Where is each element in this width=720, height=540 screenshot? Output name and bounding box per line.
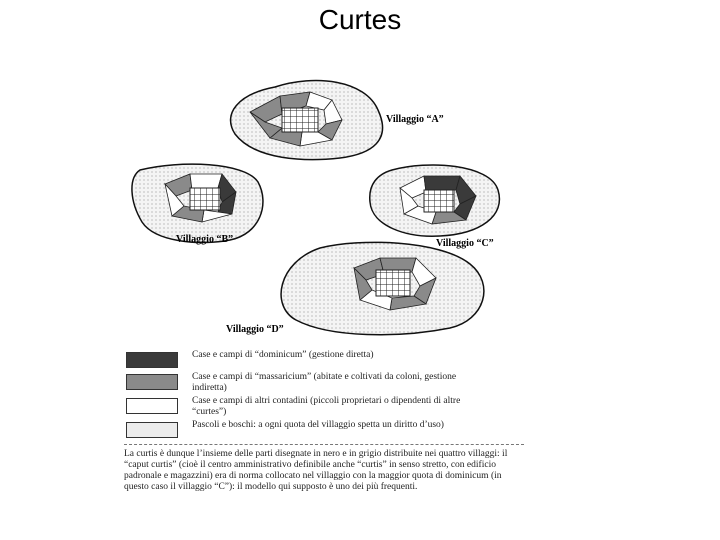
village-a-houses <box>282 108 318 132</box>
curtes-diagram <box>110 62 530 512</box>
slide-title: Curtes <box>318 4 402 35</box>
legend-text-dominicum: Case e campi di “dominicum” (gestione diretta) <box>192 350 374 360</box>
diagram-caption: La curtis è dunque l’insieme delle parti disegnate in nero e in grigio distribuite nei quattro villaggi: il “caput curtis” (cioè il centro amministrativo definibile anche “curtis” in senso stretto, con edificio padronale e magazzini) era di norma collocato nel villaggio con la maggior quota di dominicum (in questo caso il villaggio “C”): il modello qui supposto è uno dei più frequenti. <box>124 444 524 493</box>
village-a-label: Villaggio “A” <box>386 114 444 125</box>
village-d-label: Villaggio “D” <box>226 324 284 335</box>
legend-text-massaricium: Case e campi di “massaricium” (abitate e coltivati da coloni, gestione indiretta) <box>192 372 457 393</box>
legend-swatch-pasture <box>126 422 178 438</box>
village-c <box>370 165 500 236</box>
village-c-label: Villaggio “C” <box>436 238 494 249</box>
legend-text-pasture: Pascoli e boschi: a ogni quota del villaggio spetta un diritto d’uso) <box>192 420 444 430</box>
village-a <box>231 81 383 160</box>
legend-swatch-other-peasants <box>126 398 178 414</box>
village-b <box>132 164 263 242</box>
legend-text-other-peasants: Case e campi di altri contadini (piccoli proprietari o dipendenti di altre “curtes”) <box>192 396 461 417</box>
legend-swatch-massaricium <box>126 374 178 390</box>
village-d <box>281 242 484 334</box>
village-d-houses <box>376 270 410 296</box>
village-c-houses <box>424 190 454 212</box>
legend-swatch-dominicum <box>126 352 178 368</box>
village-b-label: Villaggio “B” <box>176 234 234 245</box>
village-b-houses <box>190 188 220 210</box>
